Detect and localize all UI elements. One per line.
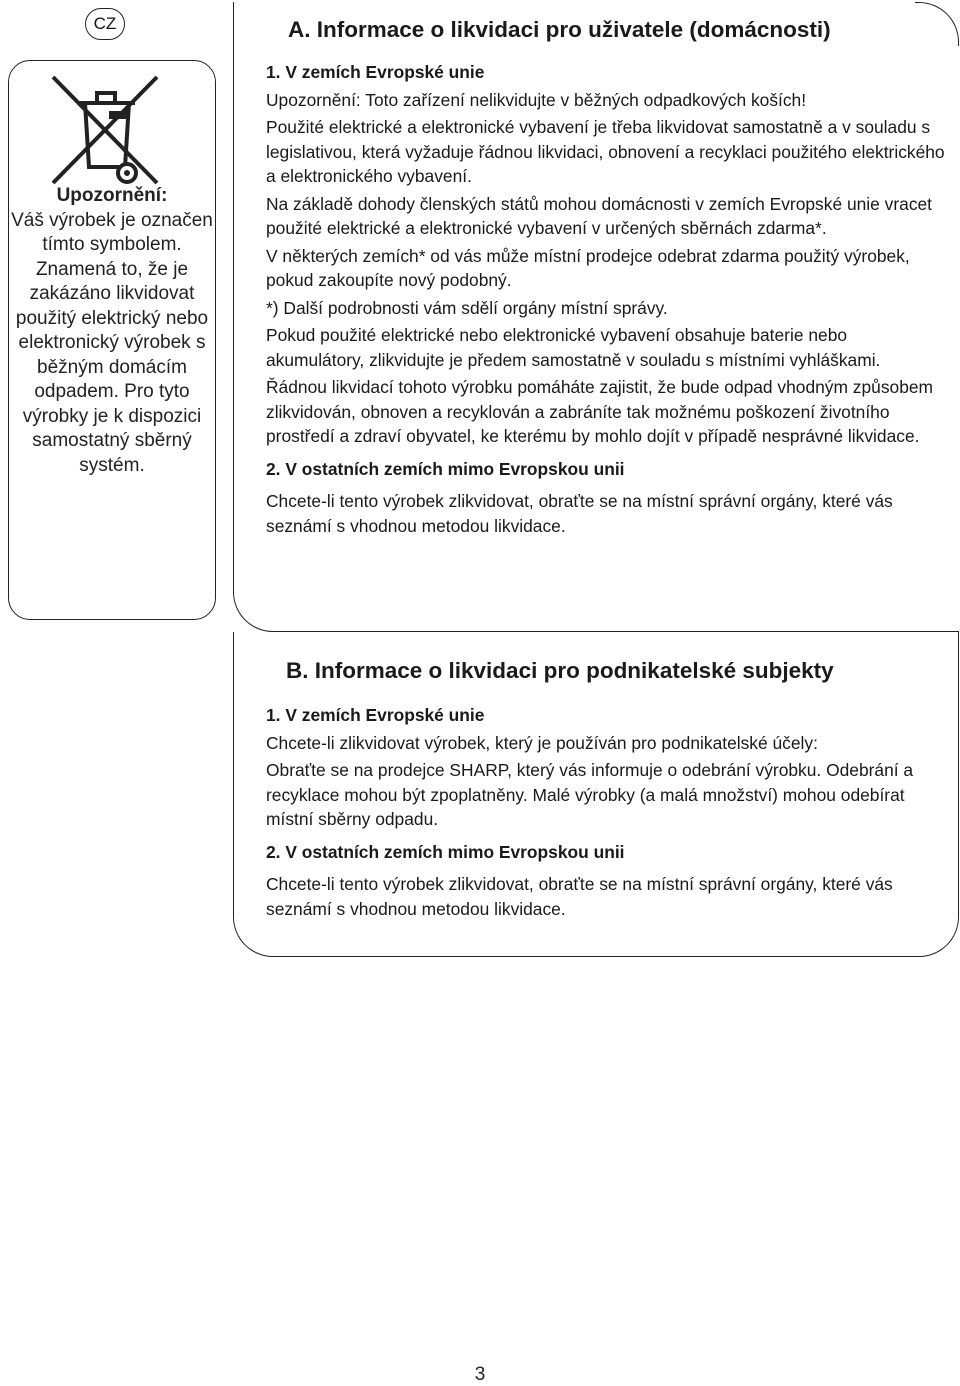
page-number: 3 [474, 1364, 486, 1385]
warning-body: Váš výrobek je označen tímto symbolem. Znamená to, že je zakázáno likvidovat použitý elektrický nebo elektronický výrobek s běžným domácím odpadem. Pro tyto výrobky je k dispozici samostatný sběrný systém. [11, 209, 213, 476]
section-b-paragraph: Chcete-li zlikvidovat výrobek, který je používán pro podnikatelské účely: [266, 732, 818, 753]
section-b-paragraph: Obraťte se na prodejce SHARP, který vás informuje o odebrání výrobku. Odebrání a recyklace mohou být zpoplatněny. Malé výrobky (a malá množství) mohou odebírat místní sběrny odpadu. [266, 760, 914, 829]
language-badge: CZ [85, 8, 125, 40]
crossed-out-wheelie-bin-icon [45, 71, 165, 191]
section-a-paragraph: Pokud použité elektrické nebo elektronické vybavení obsahuje baterie nebo akumulátory, zlikvidujte je předem samostatně v souladu s místními vyhláškami. [266, 325, 881, 370]
section-b-non-eu-heading: 2. V ostatních zemích mimo Evropskou unii [266, 841, 625, 862]
section-b-paragraph: Chcete-li tento výrobek zlikvidovat, obraťte se na místní správní orgány, které vás seznámí s vhodnou metodou likvidace. [266, 874, 893, 919]
section-b [266, 657, 946, 921]
section-a-non-eu-heading: 2. V ostatních zemích mimo Evropskou unii [266, 458, 625, 479]
section-b-title: B. Informace o likvidaci pro podnikatelské subjekty [286, 658, 834, 683]
section-a-paragraph: V některých zemích* od vás může místní prodejce odebrat zdarma použitý výrobek, pokud zakoupíte nový podobný. [266, 245, 910, 290]
section-b-eu-heading: 1. V zemích Evropské unie [266, 705, 485, 725]
section-a-paragraph: Chcete-li tento výrobek zlikvidovat, obraťte se na místní správní orgány, které vás seznámí s vhodnou metodou likvidace. [266, 491, 893, 536]
section-a-paragraph: Použité elektrické a elektronické vybavení je třeba likvidovat samostatně a v souladu s legislativou, která vyžaduje řádnou likvidaci, obnovení a recyklaci použitého elektrického a elektronického vybavení. [266, 117, 945, 186]
section-a-footnote: *) Další podrobnosti vám sdělí orgány místní správy. [266, 297, 668, 318]
warning-sidebar [8, 60, 216, 620]
section-a-paragraph: Na základě dohody členských států mohou domácnosti v zemích Evropské unie vracet použité elektrické a elektronické vybavení v určených sběrnách zdarma*. [266, 193, 933, 238]
section-a [266, 16, 946, 538]
section-a-paragraph: Řádnou likvidací tohoto výrobku pomáháte zajistit, že bude odpad vhodným způsobem zlikvidován, obnoven a recyklován a zabráníte tak možnému poškození životního prostředí a zdraví obyvatel, ke kterému by mohlo dojít v případě nesprávné likvidace. [266, 377, 934, 446]
warning-title: Upozornění: [56, 185, 168, 206]
section-a-eu-heading: 1. V zemích Evropské unie [266, 62, 485, 82]
section-a-paragraph: Upozornění: Toto zařízení nelikvidujte v běžných odpadkových koších! [266, 89, 807, 110]
warning-text [9, 184, 215, 478]
section-a-title: A. Informace o likvidaci pro uživatele (domácnosti) [288, 17, 831, 42]
